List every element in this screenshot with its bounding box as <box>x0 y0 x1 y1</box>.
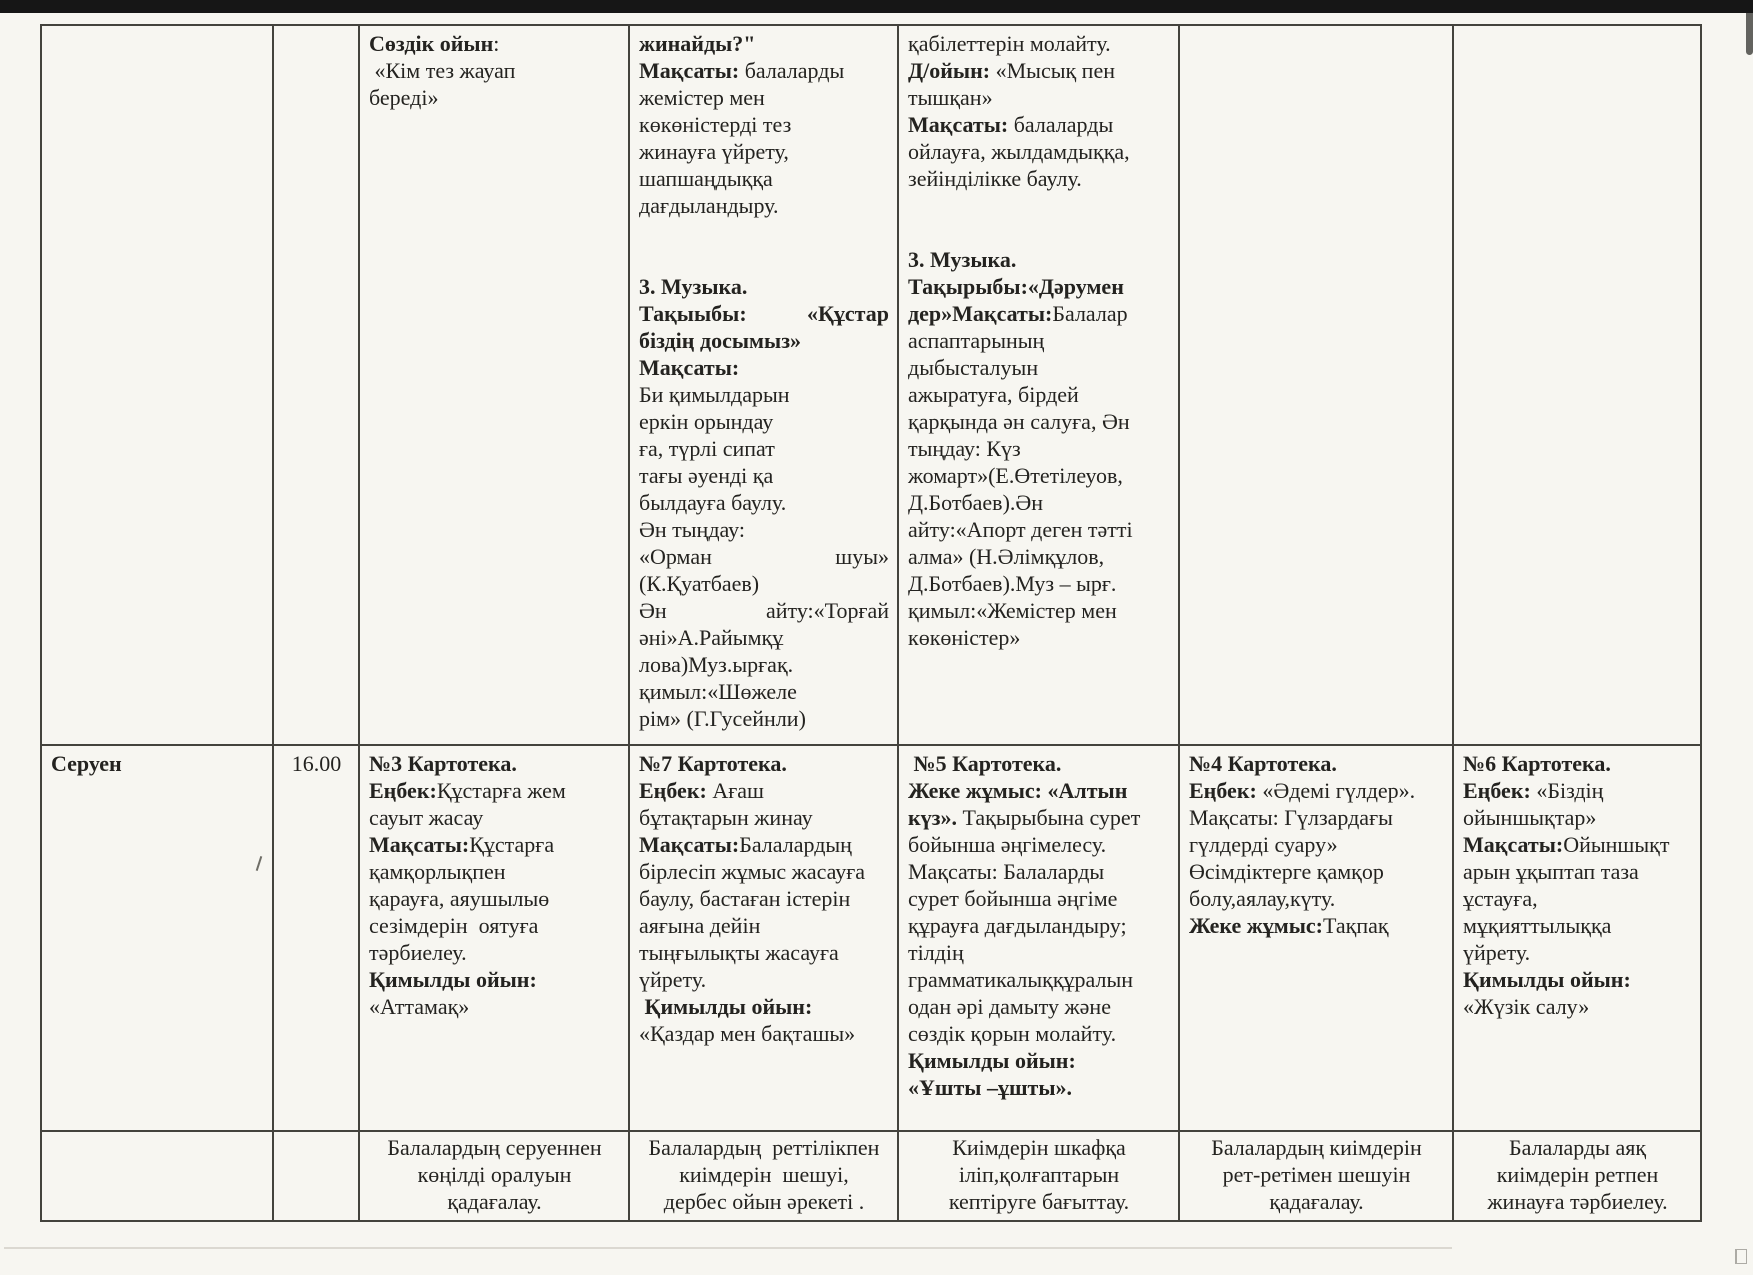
text-line: мұқияттылыққа <box>1463 913 1612 938</box>
text-line: Ән айту:«Торғай <box>639 598 889 623</box>
text-line: Еңбек:Құстарға жем <box>369 778 566 803</box>
text-line: Өсімдіктерге қамқор <box>1189 859 1384 884</box>
text-line: құрауға дағдыландыру; <box>908 913 1127 938</box>
text-line: жемістер мен <box>639 85 765 110</box>
text-line: жинайды?" <box>639 31 756 56</box>
text-line: Сөздік ойын: <box>369 31 500 56</box>
text-line: «Аттамақ» <box>369 994 470 1019</box>
text-line: көкөністер» <box>908 625 1021 650</box>
text-line: сезімдерін оятуға <box>369 913 539 938</box>
text-line: бойынша әңгімелесу. <box>908 832 1107 857</box>
text-line: Жеке жұмыс: «Алтын <box>908 778 1128 803</box>
text-line: үйрету. <box>1463 940 1531 965</box>
cell-time <box>273 25 359 745</box>
text-line: шапшаңдыққа <box>639 166 773 191</box>
cell-day-4 <box>1179 25 1453 745</box>
text-line: киімдерін ретпен <box>1496 1162 1659 1187</box>
text-line: дер»Мақсаты:Балалар <box>908 301 1128 326</box>
text-line: Жеке жұмыс:Тақпақ <box>1189 913 1389 938</box>
text-line: №6 Картотека. <box>1463 751 1611 776</box>
text-line: одан әрі дамыту және <box>908 994 1111 1019</box>
schedule-table <box>40 24 1702 1222</box>
text-line: сөздік қорын молайту. <box>908 1021 1117 1046</box>
text-line: Балаларды аяқ <box>1508 1135 1647 1160</box>
text-line: №3 Картотека. <box>369 751 517 776</box>
text-line: ға, түрлі сипат <box>639 436 775 461</box>
cell-day-1 <box>359 1131 629 1221</box>
text-line: еркін орындау <box>639 409 774 434</box>
text-line: Мақсаты:Балалардың <box>639 832 852 857</box>
text-line: жинауға үйрету, <box>639 139 789 164</box>
cell-day-4 <box>1179 1131 1453 1221</box>
text-line: дағдыландыру. <box>639 193 779 218</box>
text-line: Мақсаты:Ойыншықт <box>1463 832 1670 857</box>
text-line: «Жүзік салу» <box>1463 994 1590 1019</box>
cell-day-4 <box>1179 745 1453 1131</box>
text-line: №4 Картотека. <box>1189 751 1337 776</box>
text-line: ойлауға, жылдамдыққа, <box>908 139 1130 164</box>
text-line: ойыншықтар» <box>1463 805 1597 830</box>
text-line: Балалардың серуеннен <box>387 1135 602 1160</box>
text-line: бірлесіп жұмыс жасауға <box>639 859 866 884</box>
text-line: әні»А.Райымқұ <box>639 625 784 650</box>
scan-edge-artifact-top <box>0 0 1753 13</box>
text-line: айту:«Апорт деген тәтті <box>908 517 1133 542</box>
text-line: тышқан» <box>908 85 993 110</box>
text-line: аспаптарының <box>908 328 1045 353</box>
text-line: қарқында ән салуға, Ән <box>908 409 1130 434</box>
cell-day-3 <box>898 1131 1179 1221</box>
text-line: №7 Картотека. <box>639 751 787 776</box>
text-line: күз». Тақырыбына сурет <box>908 805 1141 830</box>
cell-day-2 <box>629 1131 898 1221</box>
text-line: лова)Муз.ырғақ. <box>639 652 794 677</box>
text-line: Д.Ботбаев).Ән <box>908 490 1044 515</box>
cell-day-2 <box>629 745 898 1131</box>
scan-speck <box>1735 1249 1747 1264</box>
text-line: қимыл:«Жемістер мен <box>908 598 1117 623</box>
text-line: Еңбек: Ағаш <box>639 778 764 803</box>
text-line: 3. Музыка. <box>639 274 748 299</box>
text-line: қадағалау. <box>1269 1189 1364 1214</box>
text-line: «Орман шуы» <box>639 544 889 569</box>
text-line: гүлдерді суару» <box>1189 832 1338 857</box>
text-line: 16.00 <box>291 751 342 776</box>
text-line: рім» (Г.Гусейнли) <box>639 706 806 731</box>
cell-time <box>273 1131 359 1221</box>
cell-time <box>273 745 359 1131</box>
text-line: дыбысталуын <box>908 355 1039 380</box>
text-line: сауыт жасау <box>369 805 484 830</box>
text-line: бұтақтарын жинау <box>639 805 813 830</box>
text-line: баулу, бастаған істерін <box>639 886 851 911</box>
text-line: үйрету. <box>639 967 707 992</box>
table-row <box>41 1131 1701 1221</box>
text-line: Мақсаты: балаларды <box>908 112 1114 137</box>
text-line <box>639 246 889 273</box>
text-line: сурет бойынша әңгіме <box>908 886 1118 911</box>
cell-day-1 <box>359 745 629 1131</box>
text-line: тәрбиелеу. <box>369 940 467 965</box>
text-line: береді» <box>369 85 439 110</box>
text-line: Мақсаты: Гүлзардағы <box>1189 805 1393 830</box>
scan-line-artifact-bottom <box>4 1247 1452 1249</box>
text-line: рет-ретімен шешуін <box>1222 1162 1411 1187</box>
text-line: Балалардың реттілікпен <box>648 1135 880 1160</box>
text-line: қадағалау. <box>447 1189 542 1214</box>
text-line <box>908 219 1170 246</box>
text-line: Қимылды ойын: <box>369 967 537 992</box>
text-line <box>908 192 1170 219</box>
text-line: ажыратуға, бірдей <box>908 382 1079 407</box>
text-line: былдауға баулу. <box>639 490 787 515</box>
cell-day-3 <box>898 25 1179 745</box>
text-line: Киімдерін шкафқа <box>952 1135 1126 1160</box>
text-line: жинауға тәрбиелеу. <box>1487 1189 1668 1214</box>
text-line: «Кім тез жауап <box>369 58 516 83</box>
text-line: көңілді оралуын <box>417 1162 572 1187</box>
cell-day-5 <box>1453 1131 1701 1221</box>
cell-activity-label <box>41 25 273 745</box>
text-line: Мақсаты: балаларды <box>639 58 845 83</box>
text-line: «Қаздар мен бақташы» <box>639 1021 856 1046</box>
text-line: тыңғылықты жасауға <box>639 940 839 965</box>
text-line: Еңбек: «Әдемі гүлдер». <box>1189 778 1416 803</box>
text-line: Балалардың киімдерін <box>1211 1135 1422 1160</box>
cell-day-5 <box>1453 25 1701 745</box>
text-line: қамқорлықпен <box>369 859 506 884</box>
text-line: киімдерін шешуі, <box>679 1162 849 1187</box>
text-line: кептіруге бағыттау. <box>948 1189 1130 1214</box>
text-line: қарауға, аяушылыө <box>369 886 550 911</box>
text-line: №5 Картотека. <box>908 751 1062 776</box>
text-line: Тақырыбы:«Дәрумен <box>908 274 1124 299</box>
text-line: тыңдау: Күз <box>908 436 1021 461</box>
text-line: Мақсаты: <box>639 355 740 380</box>
cell-day-5 <box>1453 745 1701 1131</box>
cell-activity-label <box>41 745 273 1131</box>
text-line <box>639 219 889 246</box>
text-line: тағы әуенді қа <box>639 463 774 488</box>
text-line: аяғына дейін <box>639 913 761 938</box>
text-line: алма» (Н.Әлімқұлов, <box>908 544 1105 569</box>
text-line: Қимылды ойын: <box>1463 967 1631 992</box>
text-line: тілдің <box>908 940 964 965</box>
text-line: болу,аялау,күту. <box>1189 886 1336 911</box>
text-line: «Ұшты –ұшты». <box>908 1075 1073 1100</box>
text-line: ұстауға, <box>1463 886 1538 911</box>
text-line: қимыл:«Шөжеле <box>639 679 797 704</box>
text-line: қабілеттерін молайту. <box>908 31 1111 56</box>
text-line: Би қимылдарын <box>639 382 790 407</box>
text-line: (К.Қуатбаев) <box>639 571 760 596</box>
text-line: Д/ойын: «Мысық пен <box>908 58 1115 83</box>
scan-edge-artifact-right <box>1746 13 1753 55</box>
text-line: Қимылды ойын: <box>639 994 813 1019</box>
text-line: Д.Ботбаев).Муз – ырғ. <box>908 571 1117 596</box>
text-line: біздің досымыз» <box>639 328 802 353</box>
text-line: Ән тыңдау: <box>639 517 745 542</box>
text-line: Серуен <box>51 751 122 776</box>
cell-day-1 <box>359 25 629 745</box>
text-line: іліп,қолғаптарын <box>958 1162 1120 1187</box>
text-line: Қимылды ойын: <box>908 1048 1076 1073</box>
cell-day-3 <box>898 745 1179 1131</box>
table-row <box>41 25 1701 745</box>
text-line: Еңбек: «Біздің <box>1463 778 1604 803</box>
text-line: көкөністерді тез <box>639 112 792 137</box>
text-line: Тақыыбы: «Құстар <box>639 301 889 326</box>
table-row <box>41 745 1701 1131</box>
text-line: Мақсаты: Балаларды <box>908 859 1105 884</box>
text-line: арын ұқыптап таза <box>1463 859 1639 884</box>
cell-activity-label <box>41 1131 273 1221</box>
text-line: жомарт»(Е.Өтетілеуов, <box>908 463 1123 488</box>
text-line: зейінділікке баулу. <box>908 166 1082 191</box>
text-line: грамматикалыққұралын <box>908 967 1134 992</box>
cell-day-2 <box>629 25 898 745</box>
text-line: 3. Музыка. <box>908 247 1017 272</box>
text-line: Мақсаты:Құстарға <box>369 832 555 857</box>
text-line: дербес ойын әрекеті . <box>663 1189 865 1214</box>
